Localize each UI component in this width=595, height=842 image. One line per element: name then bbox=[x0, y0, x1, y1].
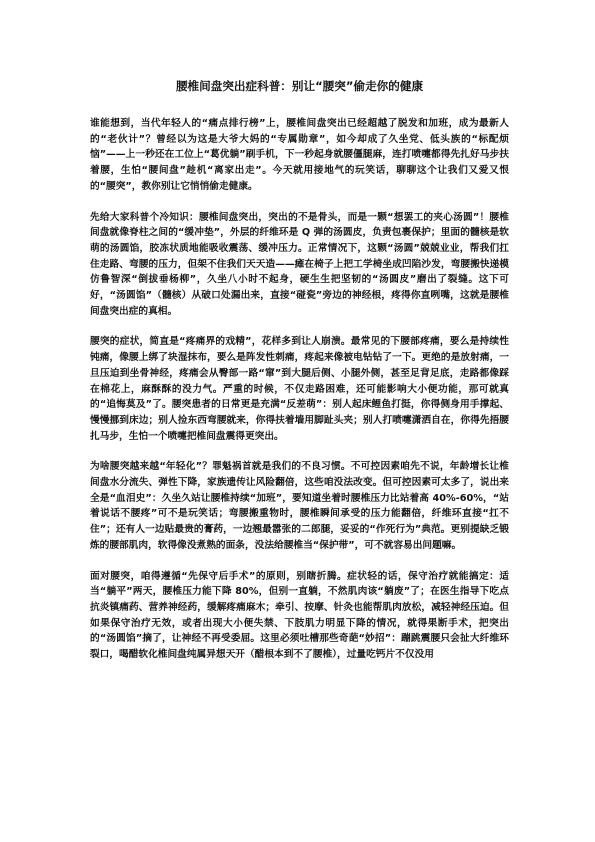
article-title: 腰椎间盘突出症科普：别让“腰突”偷走你的健康 bbox=[175, 79, 424, 93]
paragraph-science: 先给大家科普个冷知识：腰椎间盘突出，突出的不是骨头，而是一颗“想罢工的夹心汤圆”！腰椎间盘就像脊柱之间的“缓冲垫”，外层的纤维环是 Q 弹的汤圆皮，负责包裹保护；里面的髓核是软萌的汤圆馅，胶冻状质地能吸收震荡、缓冲压力。正常情况下，这颗“汤圆”兢兢业业，帮我们扛住走路、弯腰的压力，但架不住我们天天造——瘫在椅子上把工学椅坐成凹陷沙发，弯腰搬快递模仿鲁智深“倒拔垂杨柳”，久坐八小时不起身，硬生生把坚韧的“汤圆皮”磨出了裂缝。这下可好，“汤圆馅”（髓核）从破口处漏出来，直接“碰瓷”旁边的神经根，疼得你直咧嘴，这就是腰椎间盘突出症的真相。 bbox=[90, 211, 509, 317]
paragraph-treatment: 面对腰突，咱得遵循“先保守后手术”的原则，别瞎折腾。症状轻的话，保守治疗就能搞定：适当“躺平”两天，腰椎压力能下降 80%，但别一直躺，不然肌肉该“躺废”了；在医生指导下吃点抗炎镇痛药、营养神经药，缓解疼痛麻木；牵引、按摩、针灸也能帮肌肉放松，减轻神经压迫。但如果保守治疗无效，或者出现大小便失禁、下肢肌力明显下降的情况，就得果断手术，把突出的“汤圆馅”摘了，让神经不再受委屈。这里必须吐槽那些奇葩“妙招”：蹦跳震腰只会扯大纤维环裂口，喝醋软化椎间盘纯属异想天开（醋根本到不了腰椎），过量吃钙片不仅没用 bbox=[90, 570, 509, 661]
paragraph-intro: 谁能想到，当代年轻人的“痛点排行榜”上，腰椎间盘突出已经超越了脱发和加班，成为最新人的“老伙计”？曾经以为这是大爷大妈的“专属勋章”，如今却成了久坐党、低头族的“标配烦恼”——上一秒还在工位上“葛优躺”刷手机，下一秒起身就腰僵腿麻，连打喷嚏都得先扎好马步扶着腰，生怕“腰间盘”趁机“离家出走”。今天就用接地气的玩笑话，聊聊这个让我们又爱又恨的“腰突”，教你别让它悄悄偷走健康。 bbox=[90, 118, 509, 192]
paragraph-symptoms: 腰突的症状，简直是“疼痛界的戏精”，花样多到让人崩溃。最常见的下腰部疼痛，要么是持续性钝痛，像腰上绑了块湿抹布，要么是阵发性刺痛，疼起来像被电钻钻了一下。更绝的是放射痛，一旦压迫到坐骨神经，疼痛会从臀部一路“窜”到大腿后侧、小腿外侧，甚至足背足底，走路都像踩在棉花上，麻酥酥的没力气。严重的时候，不仅走路困难，还可能影响大小便功能，那可就真的“追悔莫及”了。腰突患者的日常更是充满“反差萌”：别人起床鲤鱼打挺，你得侧身用手撑起、慢慢挪到床边；别人捡东西弯腰就来，你得扶着墙用脚趾头夹；别人打喷嚏潇洒自在，你得先捂腰扎马步，生怕一个喷嚏把椎间盘震得更突出。 bbox=[90, 336, 509, 442]
paragraph-causes: 为啥腰突越来越“年轻化”？罪魁祸首就是我们的不良习惯。不可控因素咱先不说，年龄增长让椎间盘水分流失、弹性下降，家族遗传让风险翻倍，这些咱没法改变。但可控因素可太多了，说出来全是“血泪史”：久坐久站让腰椎持续“加班”，要知道坐着时腰椎压力比站着高 40%-60%，“站着说话不腰疼”可不是玩笑话；弯腰搬重物时，腰椎瞬间承受的压力能翻倍，纤维环直接“扛不住”；还有人一边贴最贵的膏药，一边翘最嚣张的二郎腿，妥妥的“作死行为”典范。更别提缺乏锻炼的腰部肌肉，软得像没煮熟的面条，没法给腰椎当“保护带”，可不就容易出问题嘛。 bbox=[90, 461, 509, 551]
